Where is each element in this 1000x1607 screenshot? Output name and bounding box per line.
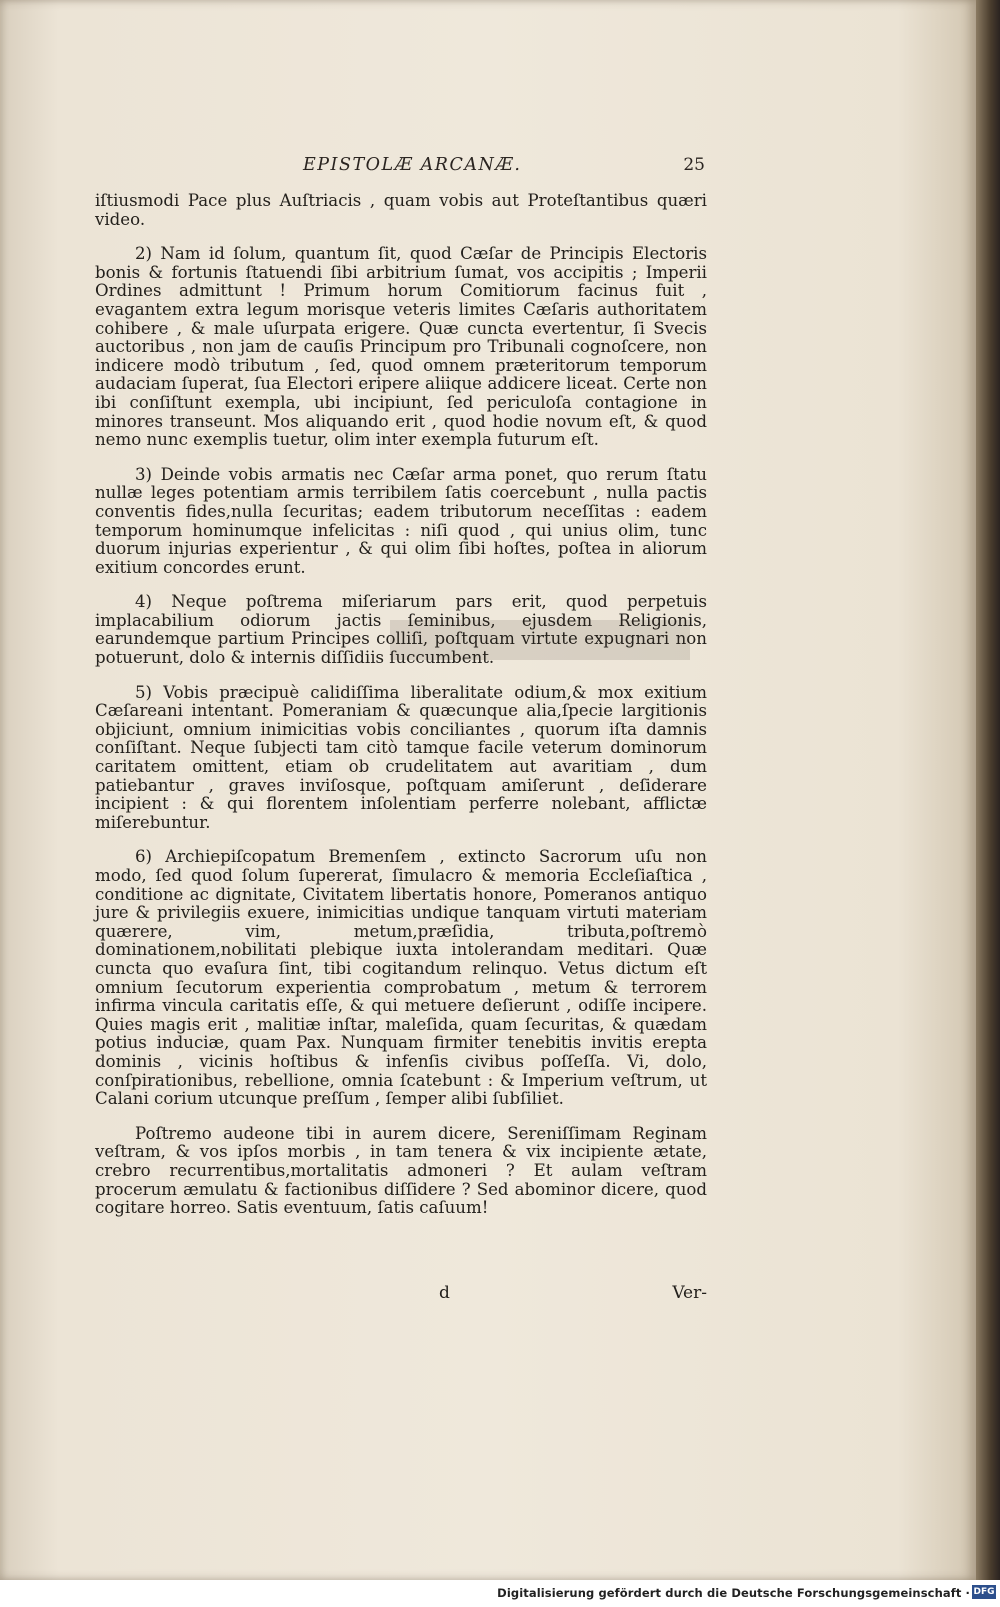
catchword: Ver- (672, 1283, 707, 1303)
running-head: EPISTOLÆ ARCANÆ. (303, 155, 522, 175)
paragraph-3: 3) Deinde vobis armatis nec Cæſar arma ponet, quo rerum ſtatu nullæ leges potentiam armis terribilem ſatis coercebunt , nulla pactis conventis fides,nulla ſecuritas; eadem tributorum neceſſitas : eadem temporum hominumque infelicitas : niſi quod , qui unius olim, tunc duorum injurias experientur , & qui olim ſibi hoſtes, poſtea in aliorum exitium concordes erunt. (95, 464, 707, 577)
paragraph-continuation: iſtiusmodi Pace plus Auſtriacis , quam vobis aut Proteſtantibus quæri video. (95, 191, 707, 229)
page-number: 25 (683, 155, 705, 175)
page-header (95, 155, 705, 185)
book-spine (976, 0, 1000, 1580)
paragraph-2: 2) Nam id ſolum, quantum ſit, quod Cæſar de Principis Electoris bonis & fortunis ſtatuendi ſibi arbitrium ſumat, vos accipitis ; Imperii Ordines admittunt ! Primum horum Comitiorum facinus fuit , evagantem extra legum morisque veteris limites Cæſaris authoritatem cohibere , & male uſurpata erigere. Quæ cuncta evertentur, ſi Svecis auctoribus , non jam de cauſis Principum pro Tribunali cognoſcere, non indicere modò tributum , ſed, quod omnem præteritorum temporum audaciam ſuperat, ſua Electori eripere aliique addicere liceat. Certe non ibi conſiſtunt exempla, ubi incipiunt, ſed periculoſa contagione in minores transeunt. Mos aliquando erit , quod hodie novum eſt, & quod nemo nunc exemplis tuetur, olim inter exempla futurum eſt. (95, 244, 707, 450)
paragraph-6: 6) Archiepiſcopatum Bremenſem , extincto Sacrorum uſu non modo, ſed quod ſolum ſupererat, ſimulacro & memoria Eccleſiaſtica , conditione ac dignitate, Civitatem libertatis honore, Pomeranos antiquo jure & privilegiis exuere, inimicitias undique tanquam virtuti materiam quærere, vim, metum,præſidia, tributa,poſtremò dominationem,nobilitati plebique iuxta intolerandam meditari. Quæ cuncta quo evaſura ſint, tibi cogitandum relinquo. Vetus dictum eſt omnium ſecutorum experientia comprobatum , metum & terrorem infirma vincula caritatis eſſe, & qui metuere deſierunt , odiſſe incipere. Quies magis erit , malitiæ inſtar, maleſida, quam ſecuritas, & quædam potius induciæ, quam Pax. Nunquam firmiter tenebitis invitis erepta dominis , vicinis hoſtibus & infenſis civibus poſſeſſa. Vi, dolo, conſpirationibus, rebellione, omnia ſcatebunt : & Imperium veſtrum, ut Calani corium utcunque preſſum , ſemper alibi ſubſiliet. (95, 847, 707, 1109)
dfg-logo: DFG (973, 1587, 995, 1597)
digitization-credit: Digitalisierung gefördert durch die Deutsche Forschungsgemeinschaft · (497, 1586, 970, 1600)
page-footer (95, 1283, 707, 1307)
paragraph-5: 5) Vobis præcipuè calidiſſima liberalitate odium,& mox exitium Cæſareani intentant. Pomeraniam & quæcunque alia,ſpecie largitionis objiciunt, omnium inimicitias vobis conciliantes , quorum iſta damnis conſiſtant. Neque ſubjecti tam citò tamque facile veterum dominorum caritatem omittent, etiam ob crudelitatem aut avaritiam , dum patiebantur , graves inviſosque, poſtquam amiſerunt , deſiderare incipient : & qui florentem inſolentiam perferre nolebant, afflictæ miſerebuntur. (95, 682, 707, 832)
paragraph-4: 4) Neque poſtrema miſeriarum pars erit, quod perpetuis implacabilium odiorum jactis ſeminibus, ejusdem Religionis, earundemque partium Principes colliſi, poſtquam virtute expugnari non potuerunt, dolo & internis diſſidiis ſuccumbent. (95, 592, 707, 668)
signature-mark: d (439, 1283, 450, 1303)
paragraph-final: Poſtremo audeone tibi in aurem dicere, Sereniſſimam Reginam veſtram, & vos ipſos morbis , in tam tenera & vix incipiente ætate, crebro recurrentibus,mortalitatis admoneri ? Et aulam veſtram procerum æmulatu & factionibus diſſidere ? Sed abominor dicere, quod cogitare horreo. Satis eventuum, ſatis caſuum! (95, 1123, 707, 1218)
body-text (95, 192, 707, 1218)
